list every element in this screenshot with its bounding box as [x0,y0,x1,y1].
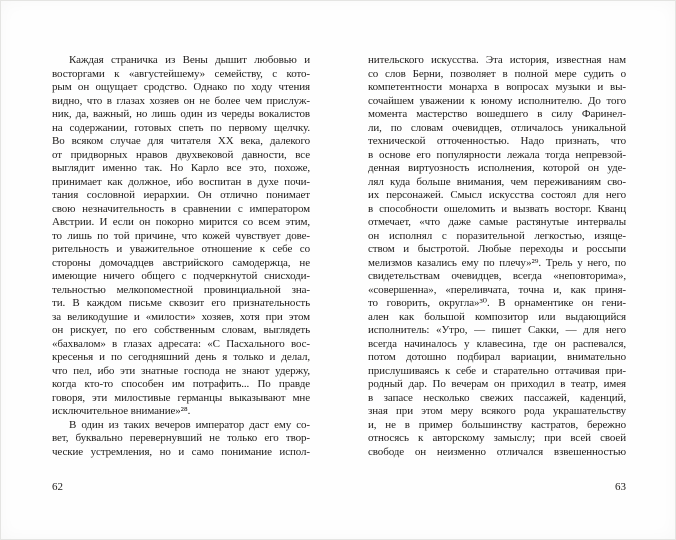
text-line: говоря, эти милостивые германцы выказывают мне [52,391,310,404]
text-line: родный дар. По вечерам он приходил в театр, имея [368,378,626,390]
text-line: технической отточенностью. Надо признать, что [368,135,626,147]
page-number-right: 63 [615,481,626,493]
text-line: от придворных нравов двухвековой давности, все [52,148,310,161]
text-line: момента мастерство вошедшего в силу Фаринел- [368,108,626,120]
text-line: «бахвалом» в глазах адресата: «С Пасхального вос- [52,337,310,350]
text-line: их персонажей. Смысл искусства состоял для него [368,189,626,201]
text-line: стороны домочадцев австрийского самодержца, не [52,256,310,269]
text-line: он исполнял с поразительной легкостью, изяще- [368,229,626,242]
text-line: ти. В каждом письме сквозит его признательность [52,297,310,309]
text-line: когда кто-то способен им потрафить... По правде [52,378,310,390]
text-line: со слов Берни, позволяет в полной мере судить о [368,67,626,80]
text-line: ческие устремления, но и само понимание испол- [52,445,310,458]
text-line: ник, да, важный, но лишь один из череды вокалистов [52,108,310,120]
text-line: в основе его популярности лежала тогда непревзой- [368,148,626,161]
text-line: Австрии. И если он покорно мирится со всем этим, [52,216,310,228]
text-line: лял куда больше внимания, чем переживаниям сво- [368,175,626,188]
text-line: тания сословной иерархии. Он отлично понимает [52,189,310,201]
page-right-text-column [368,54,626,459]
text-line: в способности ошеломить и вызвать восторг. Кванц [368,202,626,215]
text-line: за великодушие и «милости» хозяев, хотя при этом [52,310,310,323]
text-line: выглядит именно так. Но Карло все это, похоже, [52,162,310,174]
text-line: исполнитель: «Утро, — пишет Сакки, — для него [368,324,626,336]
text-line: в запасе несколько свежих пассажей, каденций, [368,391,626,404]
text-line: принимает как должное, ибо воспитан в духе почи- [52,175,310,188]
text-line: свидетельствам очевидцев, всегда «неповторима», [368,270,626,282]
text-line: то говорить, округла»³⁰. В орнаментике он гени- [368,297,626,309]
page-number-left: 62 [52,481,63,493]
text-line: вет, буквально перевернувший не только его твор- [52,432,310,444]
text-line: прислушиваясь к себе и старательно оттачивая при- [368,364,626,377]
text-line: что пел, ибо эти знатные господа не знают удержу, [52,364,310,377]
text-line: В один из таких вечеров император даст ему со- [69,418,310,431]
text-line: ли, по словам очевидцев, отличалось уникальной [368,121,626,134]
text-line: ален как большой композитор или выдающийся [368,310,626,323]
text-line: всегда начиналось у клавесина, где он распевался, [368,337,626,350]
text-line: «совершенна», «переливчата, точна и, как приня- [368,283,626,296]
text-line: кресенья и по сегодняшний день я только и делал, [52,351,310,363]
text-line: свободе он неизменно отличался взвешенностью [368,445,626,458]
text-line: то лишь по той причине, что кожей чувствует дове- [52,229,310,242]
text-line: относясь к авторскому замыслу; при всей своей [368,432,626,444]
text-line: свою незначительность в сравнении с императором [52,202,310,215]
text-line: денная виртуозность исполнения, которой он уде- [368,162,626,174]
text-line: имеющие ничего общего с подчеркнутой снисходи- [52,270,310,282]
text-line: зная при этом меру всякого рода украшательству [368,405,626,417]
text-line: потом дотошно подбирал вариации, внимательно [368,351,626,363]
text-line: на содержании, готовых спеть по первому щелчку. [52,121,310,134]
text-line: он рискует, по его собственным словам, выглядеть [52,324,310,336]
page-left-text-column [52,54,310,459]
text-line: Во всяком случае для читателя XX века, далекого [52,135,310,147]
text-line: мелизмов казались ему по плечу»²⁹. Трель у него, по [368,256,626,269]
text-line: ством и быстротой. Любые переходы и россыпи [368,243,626,255]
text-line: видно, что в глазах хозяев он не более чем прислуж- [52,94,310,107]
text-line: компетентности монарха в вопросах музыки и вы- [368,81,626,93]
text-line: отмечает, «что даже самые растянутые интервалы [368,216,626,228]
text-line: и, не в пример большинству кастратов, бережно [368,418,626,431]
text-line: восторгами к «августейшему» семейству, с кото- [52,67,310,80]
text-line: Каждая страничка из Вены дышит любовью и [69,54,310,66]
text-line: рительность и уважительное отношение к себе со [52,243,310,255]
text-line: тельностью мелкопоместной провинциальной зна- [52,283,310,296]
text-line: нительского искусства. Эта история, известная нам [368,54,626,66]
text-line: рым он ощущает сродство. Однако по ходу чтения [52,81,310,93]
text-line: сочайшем уважении к юному исполнителю. До того [368,94,626,107]
text-line: исключительное внимание»²⁸. [52,405,191,417]
